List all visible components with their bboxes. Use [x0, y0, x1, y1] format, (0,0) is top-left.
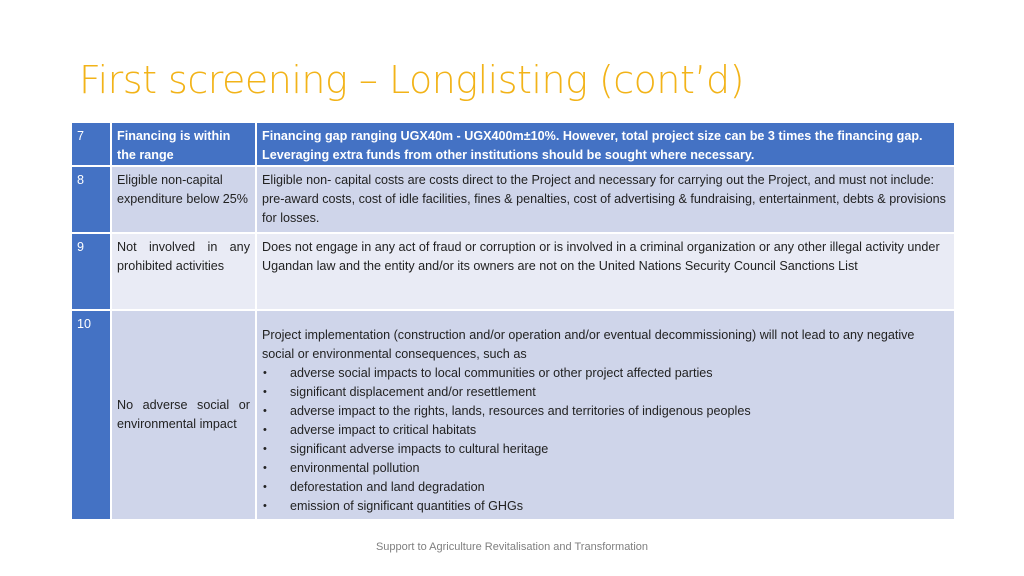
list-item: • environmental pollution [262, 459, 949, 478]
row-number: 8 [71, 166, 111, 233]
description-cell: Does not engage in any act of fraud or corruption or is involved in a criminal organization or any other illegal activity under Ugandan law and the entity and/or its owners are not on the United Nations Security Council Sanctions List [256, 233, 955, 310]
description-cell: Eligible non- capital costs are costs direct to the Project and necessary for carrying out the Project, and must not include: pre-award costs, cost of idle facilities, fines & penalties, cost of advertising & fundraising, entertainment, debts & provisions for losses. [256, 166, 955, 233]
bullet-icon: • [263, 481, 267, 493]
description-cell: Financing gap ranging UGX40m - UGX400m±10%. However, total project size can be 3 times the financing gap. Leveraging extra funds from other institutions should be sought where necessary. [256, 122, 955, 166]
description-intro: Project implementation (construction and/or operation and/or eventual decommissioning) will not lead to any negative social or environmental consequences, such as [262, 328, 915, 361]
description-cell [256, 310, 955, 520]
row-number: 7 [71, 122, 111, 166]
row-number: 10 [71, 310, 111, 520]
slide-title: First screening – Longlisting (cont’d) [79, 58, 744, 102]
bullet-icon: • [263, 424, 267, 436]
list-item: • significant adverse impacts to cultural heritage [262, 440, 949, 459]
row-number: 9 [71, 233, 111, 310]
table-row [71, 233, 955, 310]
bullet-icon: • [263, 443, 267, 455]
list-item: • significant displacement and/or resettlement [262, 383, 949, 402]
list-item: • adverse impact to the rights, lands, resources and territories of indigenous peoples [262, 402, 949, 421]
bullet-icon: • [263, 386, 267, 398]
criterion-cell: Financing is within the range [111, 122, 256, 166]
list-item: • adverse impact to critical habitats [262, 421, 949, 440]
criterion-cell: No adverse social or environmental impact [111, 310, 256, 520]
list-item: • emission of significant quantities of GHGs [262, 497, 949, 516]
criterion-cell: Eligible non-capital expenditure below 25% [111, 166, 256, 233]
table-row [71, 310, 955, 520]
screening-table [70, 121, 956, 521]
list-item: • deforestation and land degradation [262, 478, 949, 497]
list-item: • adverse social impacts to local communities or other project affected parties [262, 364, 949, 383]
table-row [71, 122, 955, 166]
footer-text: Support to Agriculture Revitalisation and Transformation [375, 541, 649, 553]
impact-list [262, 364, 949, 516]
bullet-icon: • [263, 367, 267, 379]
bullet-icon: • [263, 405, 267, 417]
bullet-icon: • [263, 500, 267, 512]
table-row [71, 166, 955, 233]
bullet-icon: • [263, 462, 267, 474]
criterion-cell: Not involved in any prohibited activities [111, 233, 256, 310]
